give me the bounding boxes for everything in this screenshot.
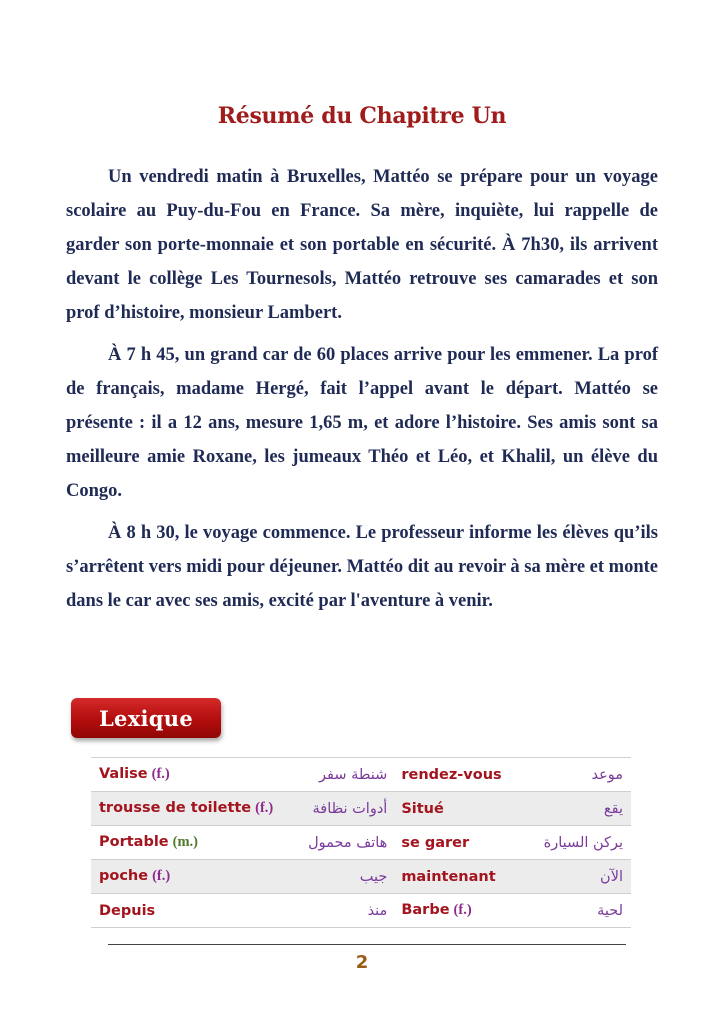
arabic-translation: لحية	[525, 894, 631, 928]
french-term-cell	[393, 826, 525, 860]
french-term-cell	[91, 894, 289, 928]
arabic-translation: هاتف محمول	[289, 826, 393, 860]
vocabulary-row	[91, 860, 631, 894]
french-term-cell	[393, 792, 525, 826]
vocabulary-row	[91, 792, 631, 826]
french-term: Situé	[401, 800, 444, 817]
french-term: trousse de toilette	[99, 800, 252, 816]
vocabulary-row	[91, 894, 631, 928]
arabic-translation: الآن	[525, 860, 631, 894]
french-term-cell	[393, 860, 525, 894]
french-term-cell	[91, 826, 289, 860]
arabic-translation: شنطة سفر	[289, 758, 393, 792]
footer-divider	[108, 944, 626, 945]
arabic-translation: جيب	[289, 860, 393, 894]
gender-marker: (f.)	[453, 902, 472, 918]
arabic-translation: أدوات نظافة	[289, 792, 393, 826]
gender-marker: (f.)	[151, 766, 170, 782]
french-term-cell	[393, 758, 525, 792]
french-term: se garer	[401, 834, 470, 851]
french-term: poche	[99, 868, 149, 884]
page-number: 2	[355, 952, 369, 973]
french-term-cell	[91, 860, 289, 894]
gender-marker: (f.)	[152, 868, 171, 884]
french-term: Portable	[99, 834, 169, 850]
french-term-cell	[91, 792, 289, 826]
vocabulary-row	[91, 826, 631, 860]
vocabulary-row	[91, 758, 631, 792]
page-title: Résumé du Chapitre Un	[217, 102, 507, 129]
arabic-translation: منذ	[289, 894, 393, 928]
lexique-heading-badge	[71, 698, 221, 738]
summary-paragraph: À 8 h 30, le voyage commence. Le professeur informe les élèves qu’ils s’arrêtent vers midi pour déjeuner. Mattéo dit au revoir à sa mère et monte dans le car avec ses amis, excité par l'aventure à venir.	[66, 523, 658, 611]
french-term: Depuis	[99, 902, 156, 919]
french-term-cell	[393, 894, 525, 928]
arabic-translation: موعد	[525, 758, 631, 792]
french-term: Valise	[99, 766, 148, 782]
french-term: Barbe	[401, 902, 450, 918]
lexique-heading: Lexique	[98, 705, 194, 731]
summary-paragraph: À 7 h 45, un grand car de 60 places arrive pour les emmener. La prof de français, madame Hergé, fait l’appel avant le départ. Mattéo se présente : il a 12 ans, mesure 1,65 m, et adore l’histoire. Ses amis sont sa meilleure amie Roxane, les jumeaux Théo et Léo, et Khalil, un élève du Congo.	[66, 345, 658, 501]
french-term: rendez-vous	[401, 766, 502, 783]
arabic-translation: يقع	[525, 792, 631, 826]
chapter-summary	[66, 160, 658, 626]
french-term-cell	[91, 758, 289, 792]
gender-marker: (f.)	[255, 800, 274, 816]
vocabulary-table	[91, 757, 631, 928]
french-term: maintenant	[401, 868, 496, 885]
arabic-translation: يركن السيارة	[525, 826, 631, 860]
summary-paragraph: Un vendredi matin à Bruxelles, Mattéo se prépare pour un voyage scolaire au Puy-du-Fou en France. Sa mère, inquiète, lui rappelle de garder son porte-monnaie et son portable en sécurité. À 7h30, ils arrivent devant le collège Les Tournesols, Mattéo retrouve ses camarades et son prof d’histoire, monsieur Lambert.	[66, 167, 658, 323]
gender-marker: (m.)	[172, 834, 199, 850]
